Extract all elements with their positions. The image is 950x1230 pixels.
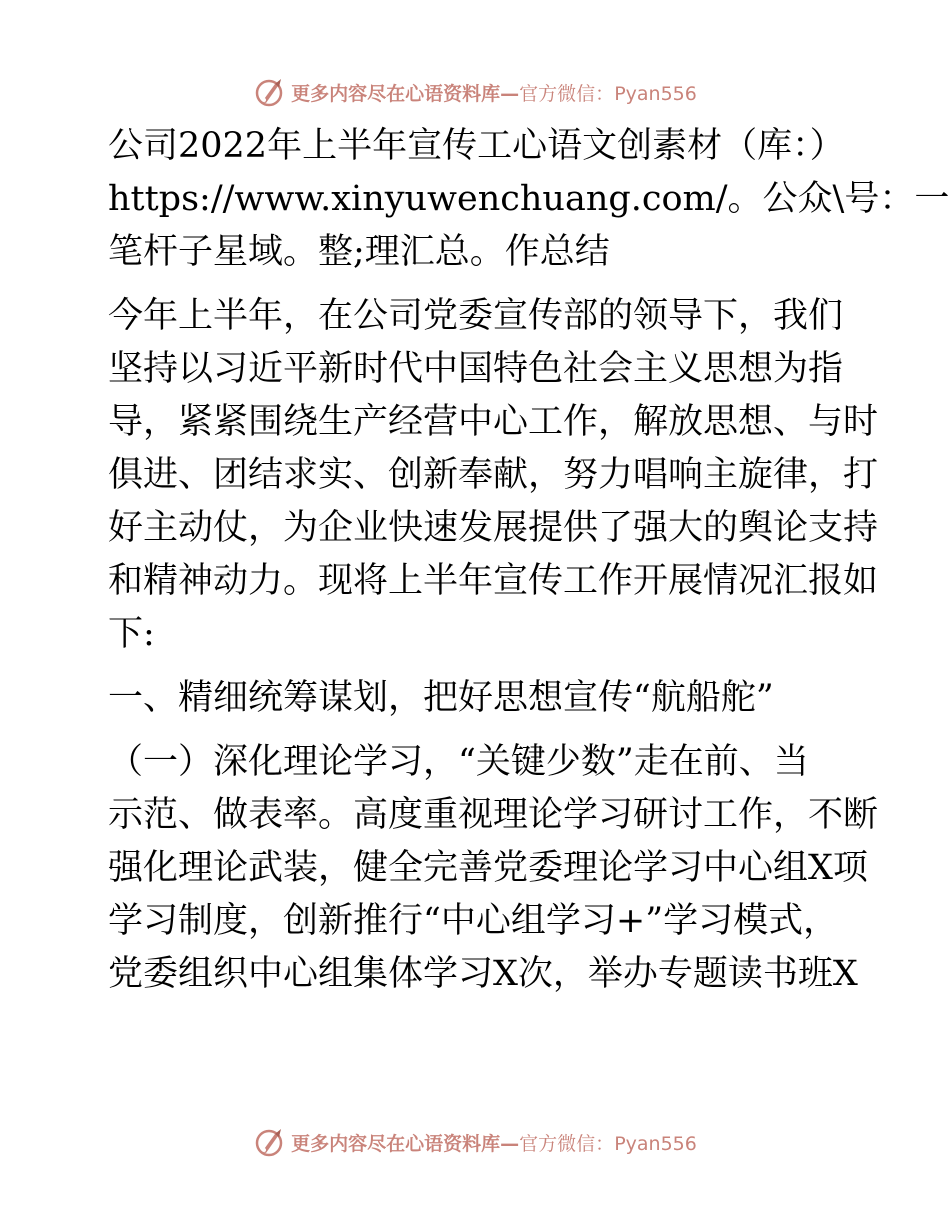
watermark-main-text: 更多内容尽在心语资料库— bbox=[291, 82, 520, 105]
watermark-text bbox=[291, 79, 697, 106]
title-line: 公司2022年上半年宣传工心语文创素材（库：） bbox=[108, 126, 845, 166]
paragraph-line: 好主动仗，为企业快速发展提供了强大的舆论支持 bbox=[108, 508, 879, 548]
title-line: https://www.xinyuwenchuang.com/。公众\号：一 bbox=[108, 179, 950, 219]
footer-watermark bbox=[0, 1122, 950, 1162]
paragraph-line: （一）深化理论学习，“关键少数”走在前、当 bbox=[108, 742, 809, 782]
watermark-text bbox=[291, 1129, 697, 1156]
paragraph-line: 强化理论武装，健全完善党委理论学习中心组X项 bbox=[108, 848, 868, 888]
paragraph-line: 学习制度，创新推行“中心组学习+”学习模式， bbox=[108, 901, 839, 941]
paragraph-line: 下: bbox=[108, 614, 155, 654]
paragraph-line: 俱进、团结求实、创新奉献，努力唱响主旋律，打 bbox=[108, 455, 879, 495]
watermark-main-text: 更多内容尽在心语资料库— bbox=[291, 1132, 520, 1155]
paragraph-line: 导，紧紧围绕生产经营中心工作，解放思想、与时 bbox=[108, 402, 879, 442]
paragraph-line: 今年上半年，在公司党委宣传部的领导下，我们 bbox=[108, 296, 844, 336]
quill-pen-logo-icon bbox=[253, 76, 285, 108]
watermark-wechat-id: Pyan556 bbox=[614, 1132, 697, 1155]
document-title bbox=[98, 120, 950, 279]
paragraph-line: 示范、做表率。高度重视理论学习研讨工作，不断 bbox=[108, 795, 879, 835]
paragraph-line: 坚持以习近平新时代中国特色社会主义思想为指 bbox=[108, 349, 844, 389]
intro-paragraph bbox=[98, 290, 879, 661]
quill-pen-logo-icon bbox=[253, 1126, 285, 1158]
header-watermark bbox=[0, 72, 950, 112]
watermark-official-text: 官方微信： bbox=[519, 82, 615, 105]
subsection-paragraph bbox=[98, 736, 879, 1001]
title-line: 笔杆子星域。整;理汇总。作总结 bbox=[108, 232, 610, 272]
watermark-wechat-id: Pyan556 bbox=[614, 82, 697, 105]
paragraph-line: 党委组织中心组集体学习X次，举办专题读书班X bbox=[108, 954, 858, 994]
paragraph-line: 和精神动力。现将上半年宣传工作开展情况汇报如 bbox=[108, 561, 879, 601]
document-body bbox=[98, 120, 950, 1012]
watermark-official-text: 官方微信： bbox=[519, 1132, 615, 1155]
section-heading bbox=[98, 672, 858, 725]
heading-line: 一、精细统筹谋划，把好思想宣传“航船舵” bbox=[108, 678, 774, 718]
